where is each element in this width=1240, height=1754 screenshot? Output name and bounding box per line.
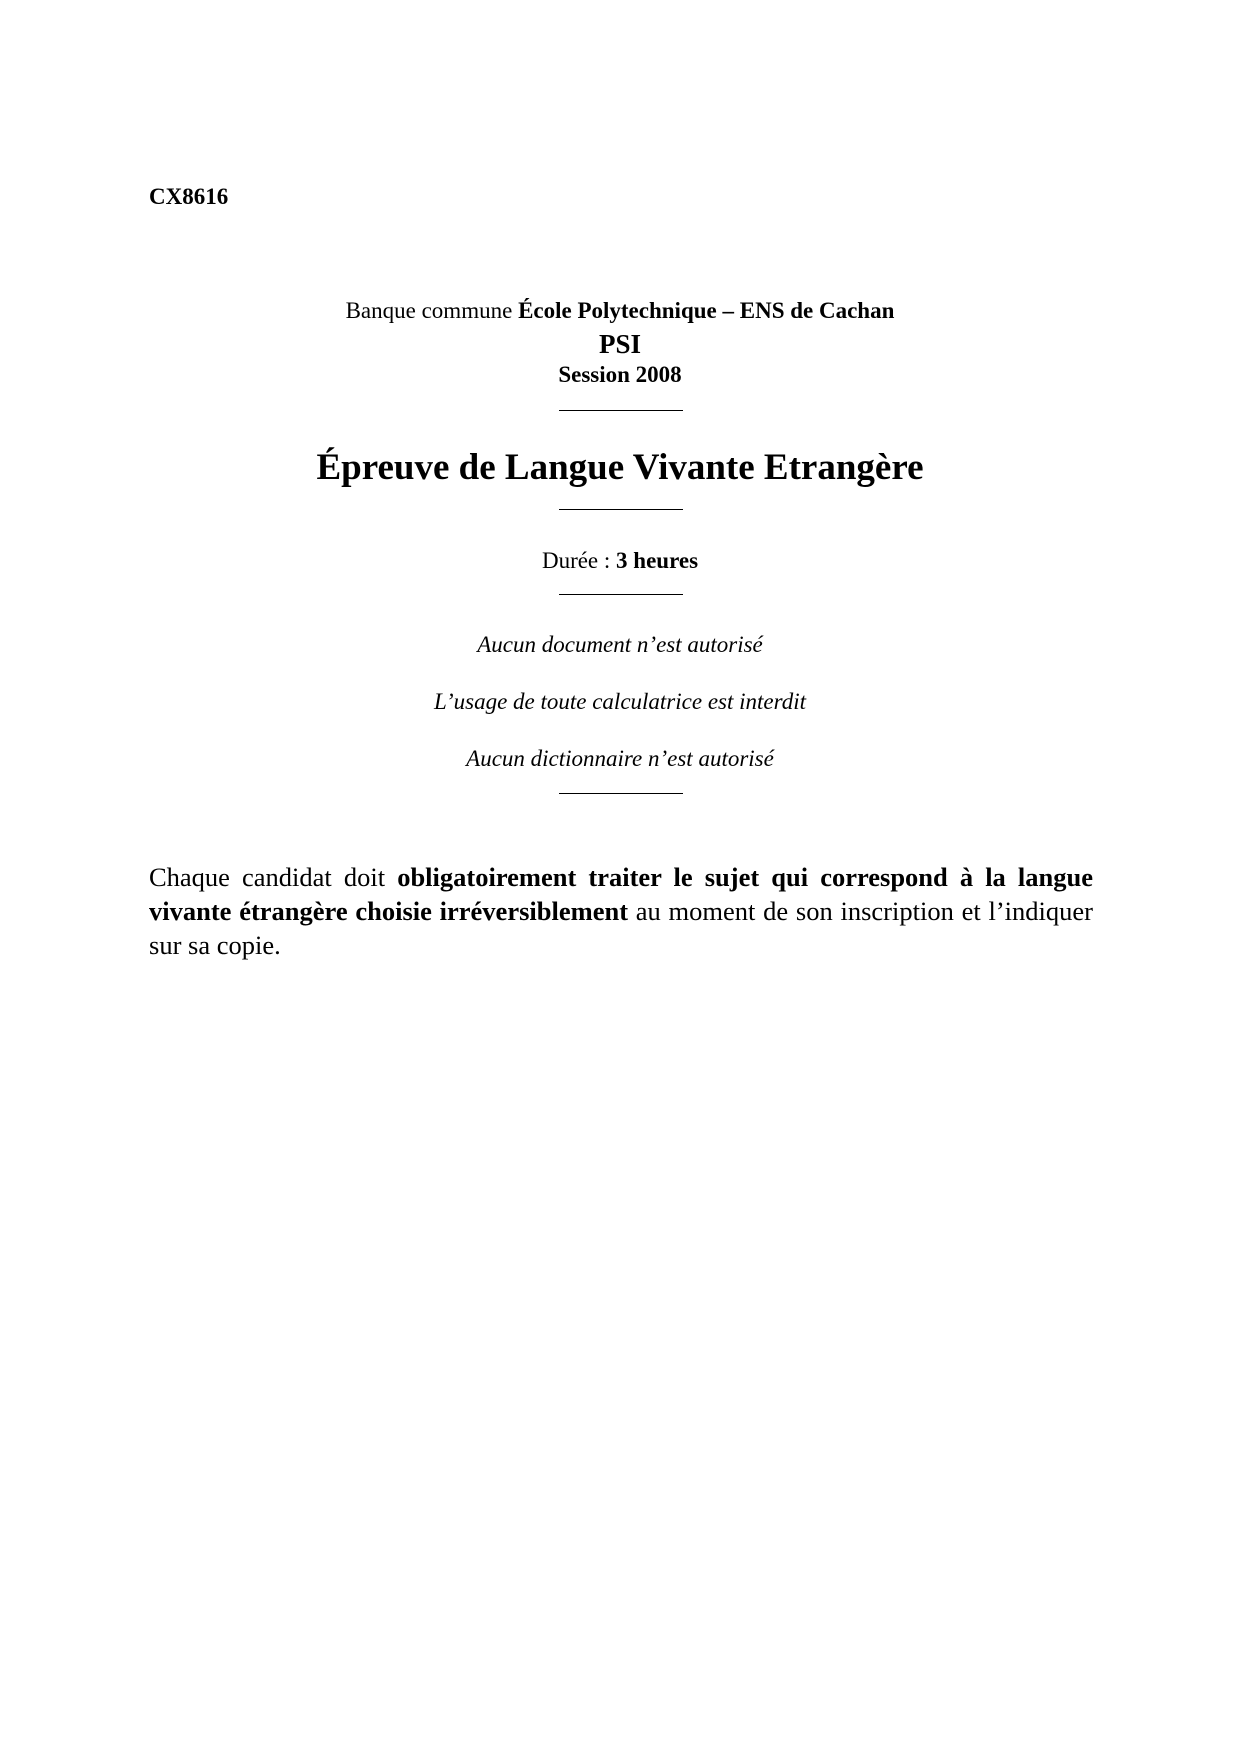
exam-code: CX8616 [149, 184, 229, 209]
divider [559, 793, 683, 794]
duration-label: Durée : [541, 548, 617, 573]
candidate-instruction [149, 860, 1093, 962]
bank-prefix: Banque commune [345, 298, 519, 323]
series-label: PSI [598, 329, 642, 359]
divider [559, 509, 683, 510]
rule-no-calculator: L’usage de toute calculatrice est interdit [434, 689, 806, 714]
instruction-part-1: Chaque candidat doit [149, 862, 398, 892]
session-label: Session 2008 [558, 362, 682, 387]
divider [559, 410, 683, 411]
divider [559, 594, 683, 595]
rule-no-dictionary: Aucun dictionnaire n’est autorisé [466, 746, 774, 771]
bank-names: École Polytechnique – ENS de Cachan [518, 298, 895, 323]
instruction-part-3: au moment de son inscription et l’indiquer sur sa copie. [149, 896, 1093, 960]
rule-no-document: Aucun document n’est autorisé [477, 632, 763, 657]
exam-title: Épreuve de Langue Vivante Etrangère [316, 447, 924, 488]
duration-line [0, 547, 1240, 575]
duration-value: 3 heures [616, 548, 699, 573]
bank-line [0, 297, 1240, 325]
instruction-part-2: obligatoirement traiter le sujet qui correspond à la langue vivante étrangère choisie irréversiblement [149, 862, 1093, 926]
